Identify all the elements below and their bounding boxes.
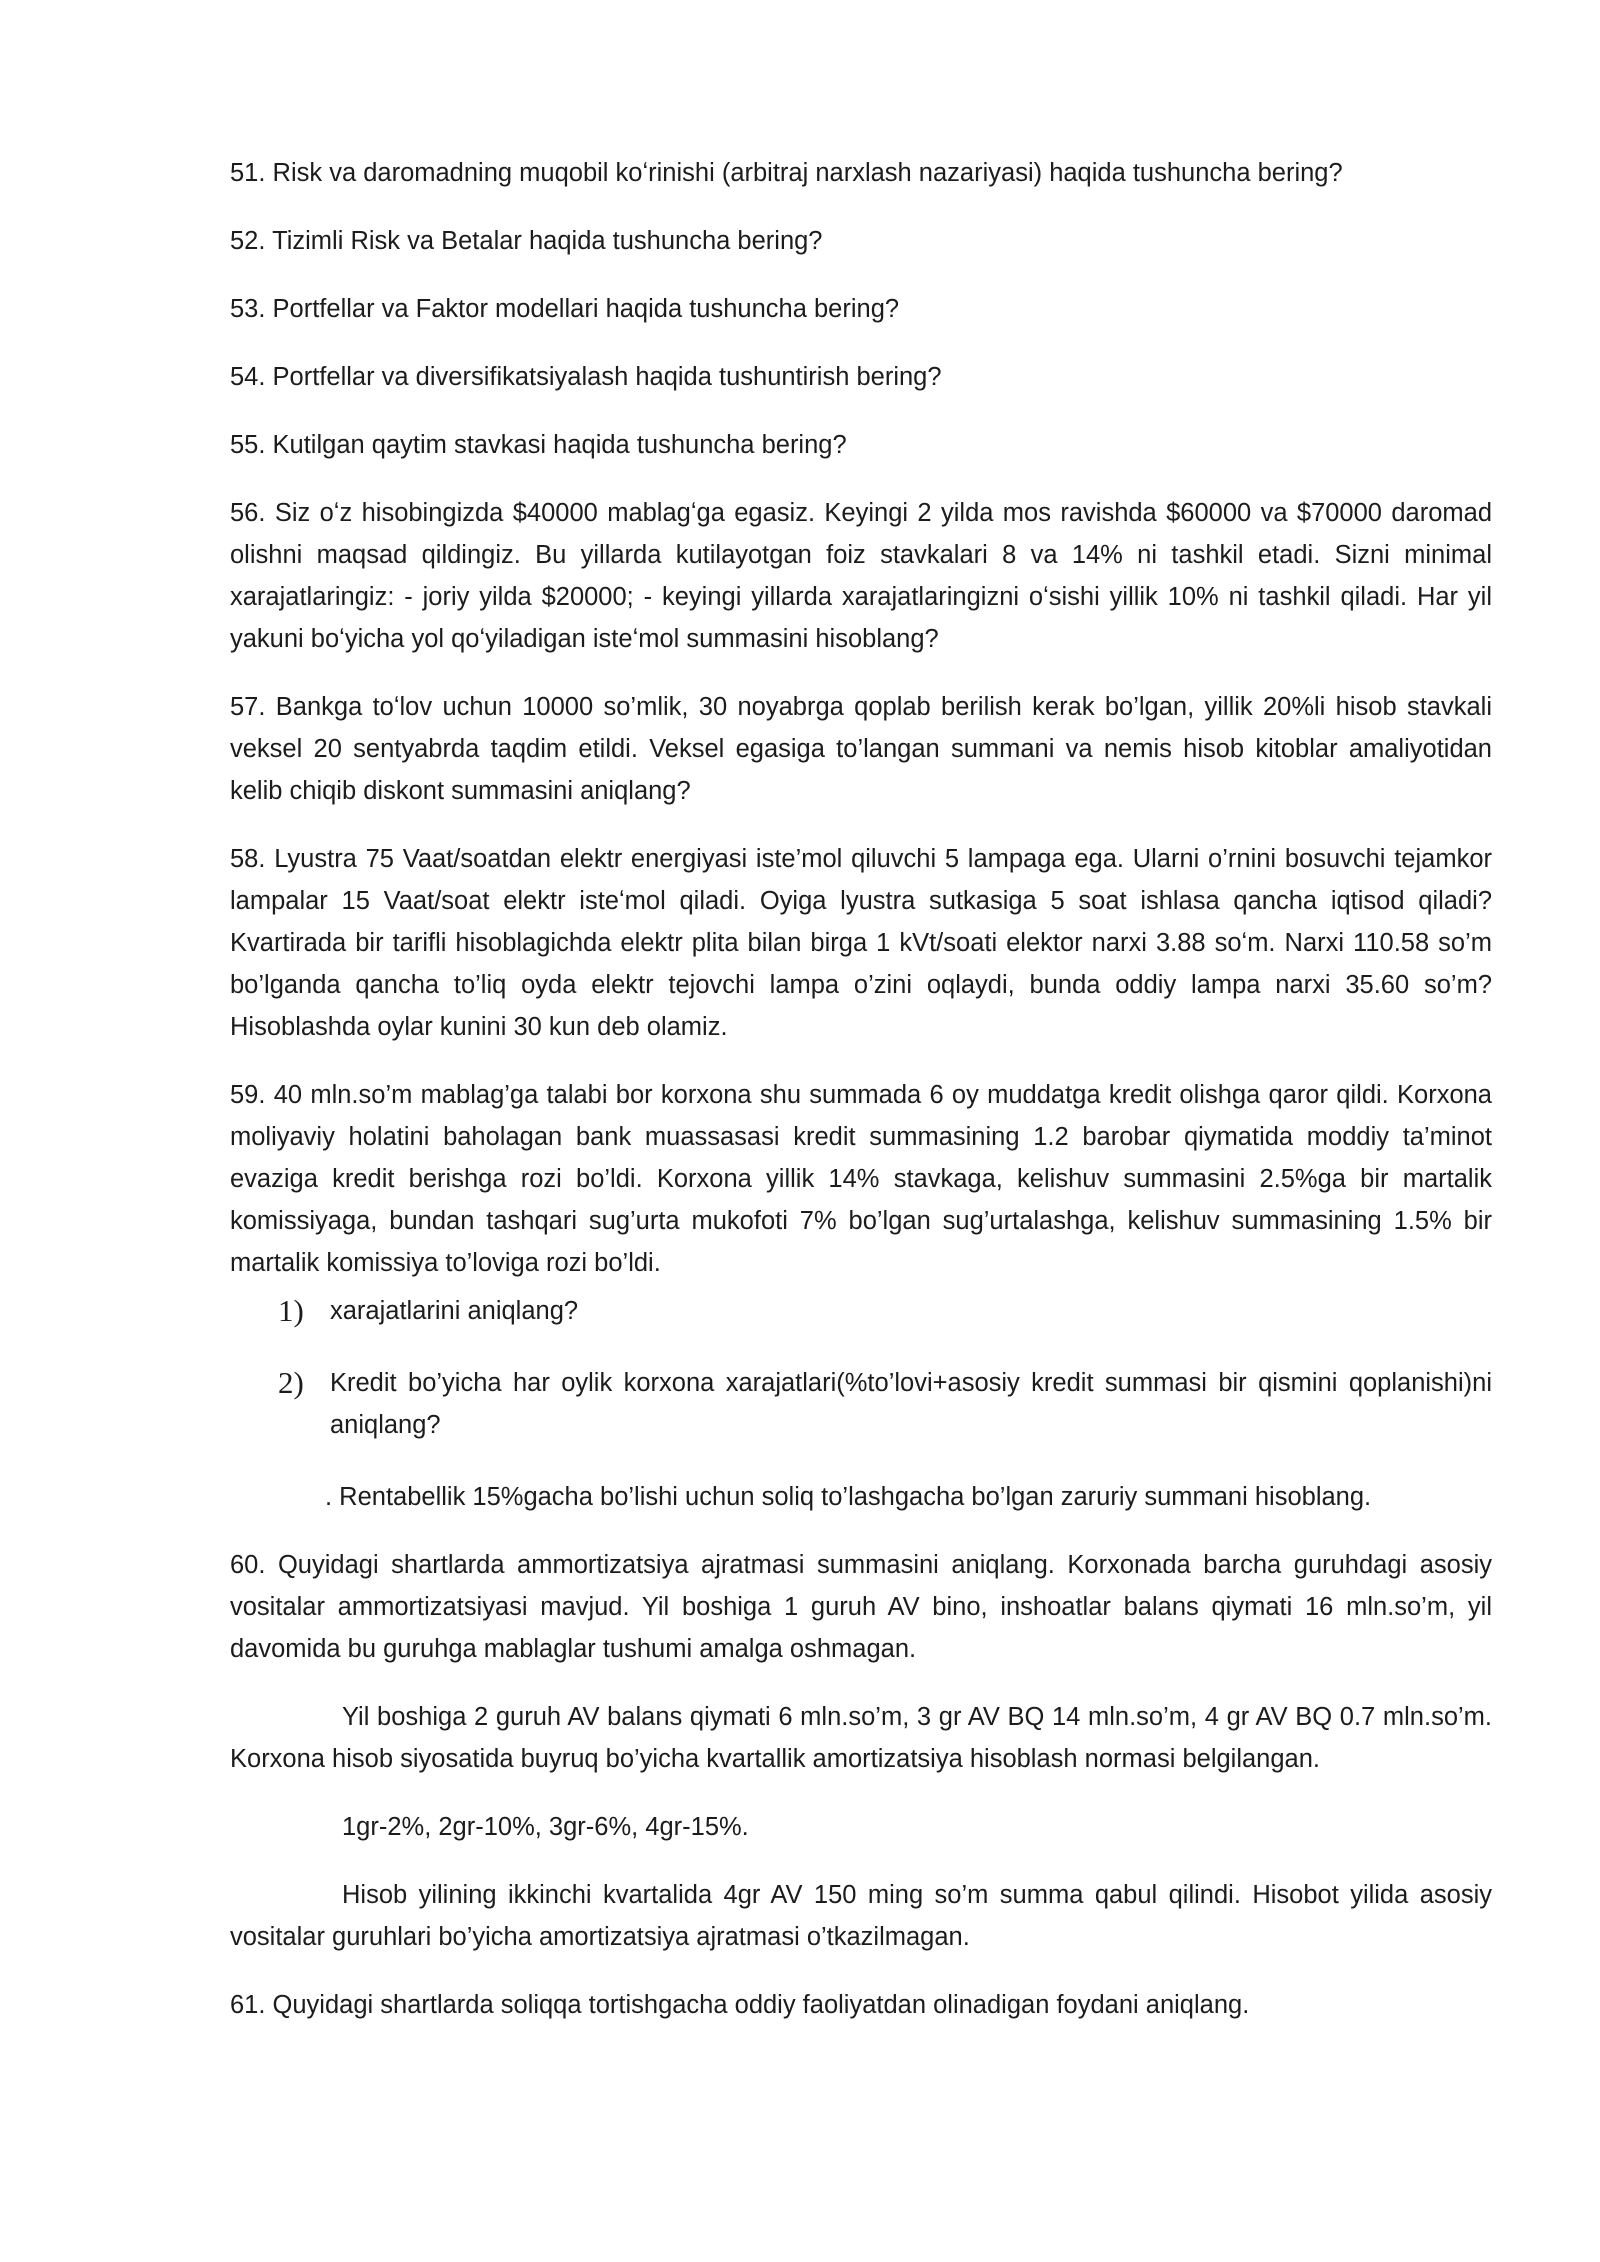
- question-60-paragraph-2: Yil boshiga 2 guruh AV balans qiymati 6 mln.so’m, 3 gr AV BQ 14 mln.so’m, 4 gr AV BQ 0.7 mln.so’m. Korxona hisob siyosatida buyruq bo’yicha kvartallik amortizatsiya hisoblash normasi belgilangan.: [230, 1703, 1492, 1773]
- list-item-text: xarajatlarini aniqlang?: [330, 1297, 579, 1325]
- question-60-paragraph-4: Hisob yilining ikkinchi kvartalida 4gr AV 150 ming so’m summa qabul qilindi. Hisobot yilida asosiy vositalar guruhlari bo’yicha amortizatsiya ajratmasi o’tkazilmagan.: [230, 1881, 1492, 1951]
- question-56: 56. Siz oʻz hisobingizda $40000 mablagʻga egasiz. Keyingi 2 yilda mos ravishda $60000 va $70000 daromad olishni maqsad qildingiz. Bu yillarda kutilayotgan foiz stavkalari 8 va 14% ni tashkil etadi. Sizni minimal xarajatlaringiz: - joriy yilda $20000; - keyingi yillarda xarajatlaringizni oʻsishi yillik 10% ni tashkil qiladi. Har yil yakuni boʻyicha yol qoʻyiladigan isteʻmol summasini hisoblang?: [230, 499, 1492, 653]
- question-58: 58. Lyustra 75 Vaat/soatdan elektr energiyasi iste’mol qiluvchi 5 lampaga ega. Ularni o’rnini bosuvchi tejamkor lampalar 15 Vaat/soat elektr isteʻmol qiladi. Oyiga lyustra sutkasiga 5 soat ishlasa qancha iqtisod qiladi? Kvartirada bir tarifli hisoblagichda elektr plita bilan birga 1 kVt/soati elektor narxi 3.88 soʻm. Narxi 110.58 so’m bo’lganda qancha to’liq oyda elektr tejovchi lampa o’zini oqlaydi, bunda oddiy lampa narxi 35.60 so’m? Hisoblashda oylar kunini 30 kun deb olamiz.: [230, 845, 1492, 1041]
- list-item-number: 1): [278, 1293, 304, 1328]
- list-item: [230, 1362, 1492, 1446]
- question-59-list: [230, 1290, 1492, 1446]
- question-59-note: . Rentabellik 15%gacha bo’lishi uchun soliq to’lashgacha bo’lgan zaruriy summani hisoblang.: [325, 1483, 1372, 1511]
- question-54: 54. Portfellar va diversifikatsiyalash haqida tushuntirish bering?: [230, 363, 942, 391]
- question-55: 55. Kutilgan qaytim stavkasi haqida tushuncha bering?: [230, 431, 847, 459]
- question-59: 59. 40 mln.so’m mablag’ga talabi bor korxona shu summada 6 oy muddatga kredit olishga qaror qildi. Korxona moliyaviy holatini baholagan bank muassasasi kredit summasining 1.2 barobar qiymatida moddiy ta’minot evaziga kredit berishga rozi bo’ldi. Korxona yillik 14% stavkaga, kelishuv summasini 2.5%ga bir martalik komissiyaga, bundan tashqari sug’urta mukofoti 7% bo’lgan sug’urtalashga, kelishuv summasining 1.5% bir martalik komissiya to’loviga rozi bo’ldi.: [230, 1081, 1492, 1277]
- question-57: 57. Bankga toʻlov uchun 10000 so’mlik, 30 noyabrga qoplab berilish kerak bo’lgan, yillik 20%li hisob stavkali veksel 20 sentyabrda taqdim etildi. Veksel egasiga to’langan summani va nemis hisob kitoblar amaliyotidan kelib chiqib diskont summasini aniqlang?: [230, 693, 1492, 805]
- question-52: 52. Tizimli Risk va Betalar haqida tushuncha bering?: [230, 227, 823, 255]
- list-item: [230, 1290, 1492, 1332]
- question-61: 61. Quyidagi shartlarda soliqqa tortishgacha oddiy faoliyatdan olinadigan foydani aniqlang.: [230, 1991, 1250, 2019]
- question-53: 53. Portfellar va Faktor modellari haqida tushuncha bering?: [230, 295, 900, 323]
- question-51: 51. Risk va daromadning muqobil koʻrinishi (arbitraj narxlash nazariyasi) haqida tushuncha bering?: [230, 159, 1343, 187]
- document-page: [230, 152, 1492, 2052]
- list-item-text: Kredit bo’yicha har oylik korxona xarajatlari(%to’lovi+asosiy kredit summasi bir qismini qoplanishi)ni aniqlang?: [330, 1369, 1492, 1439]
- list-item-number: 2): [278, 1365, 304, 1400]
- question-60: 60. Quyidagi shartlarda ammortizatsiya ajratmasi summasini aniqlang. Korxonada barcha guruhdagi asosiy vositalar ammortizatsiyasi mavjud. Yil boshiga 1 guruh AV bino, inshoatlar balans qiymati 16 mln.so’m, yil davomida bu guruhga mablaglar tushumi amalga oshmagan.: [230, 1551, 1492, 1663]
- question-60-norms: 1gr-2%, 2gr-10%, 3gr-6%, 4gr-15%.: [342, 1813, 749, 1841]
